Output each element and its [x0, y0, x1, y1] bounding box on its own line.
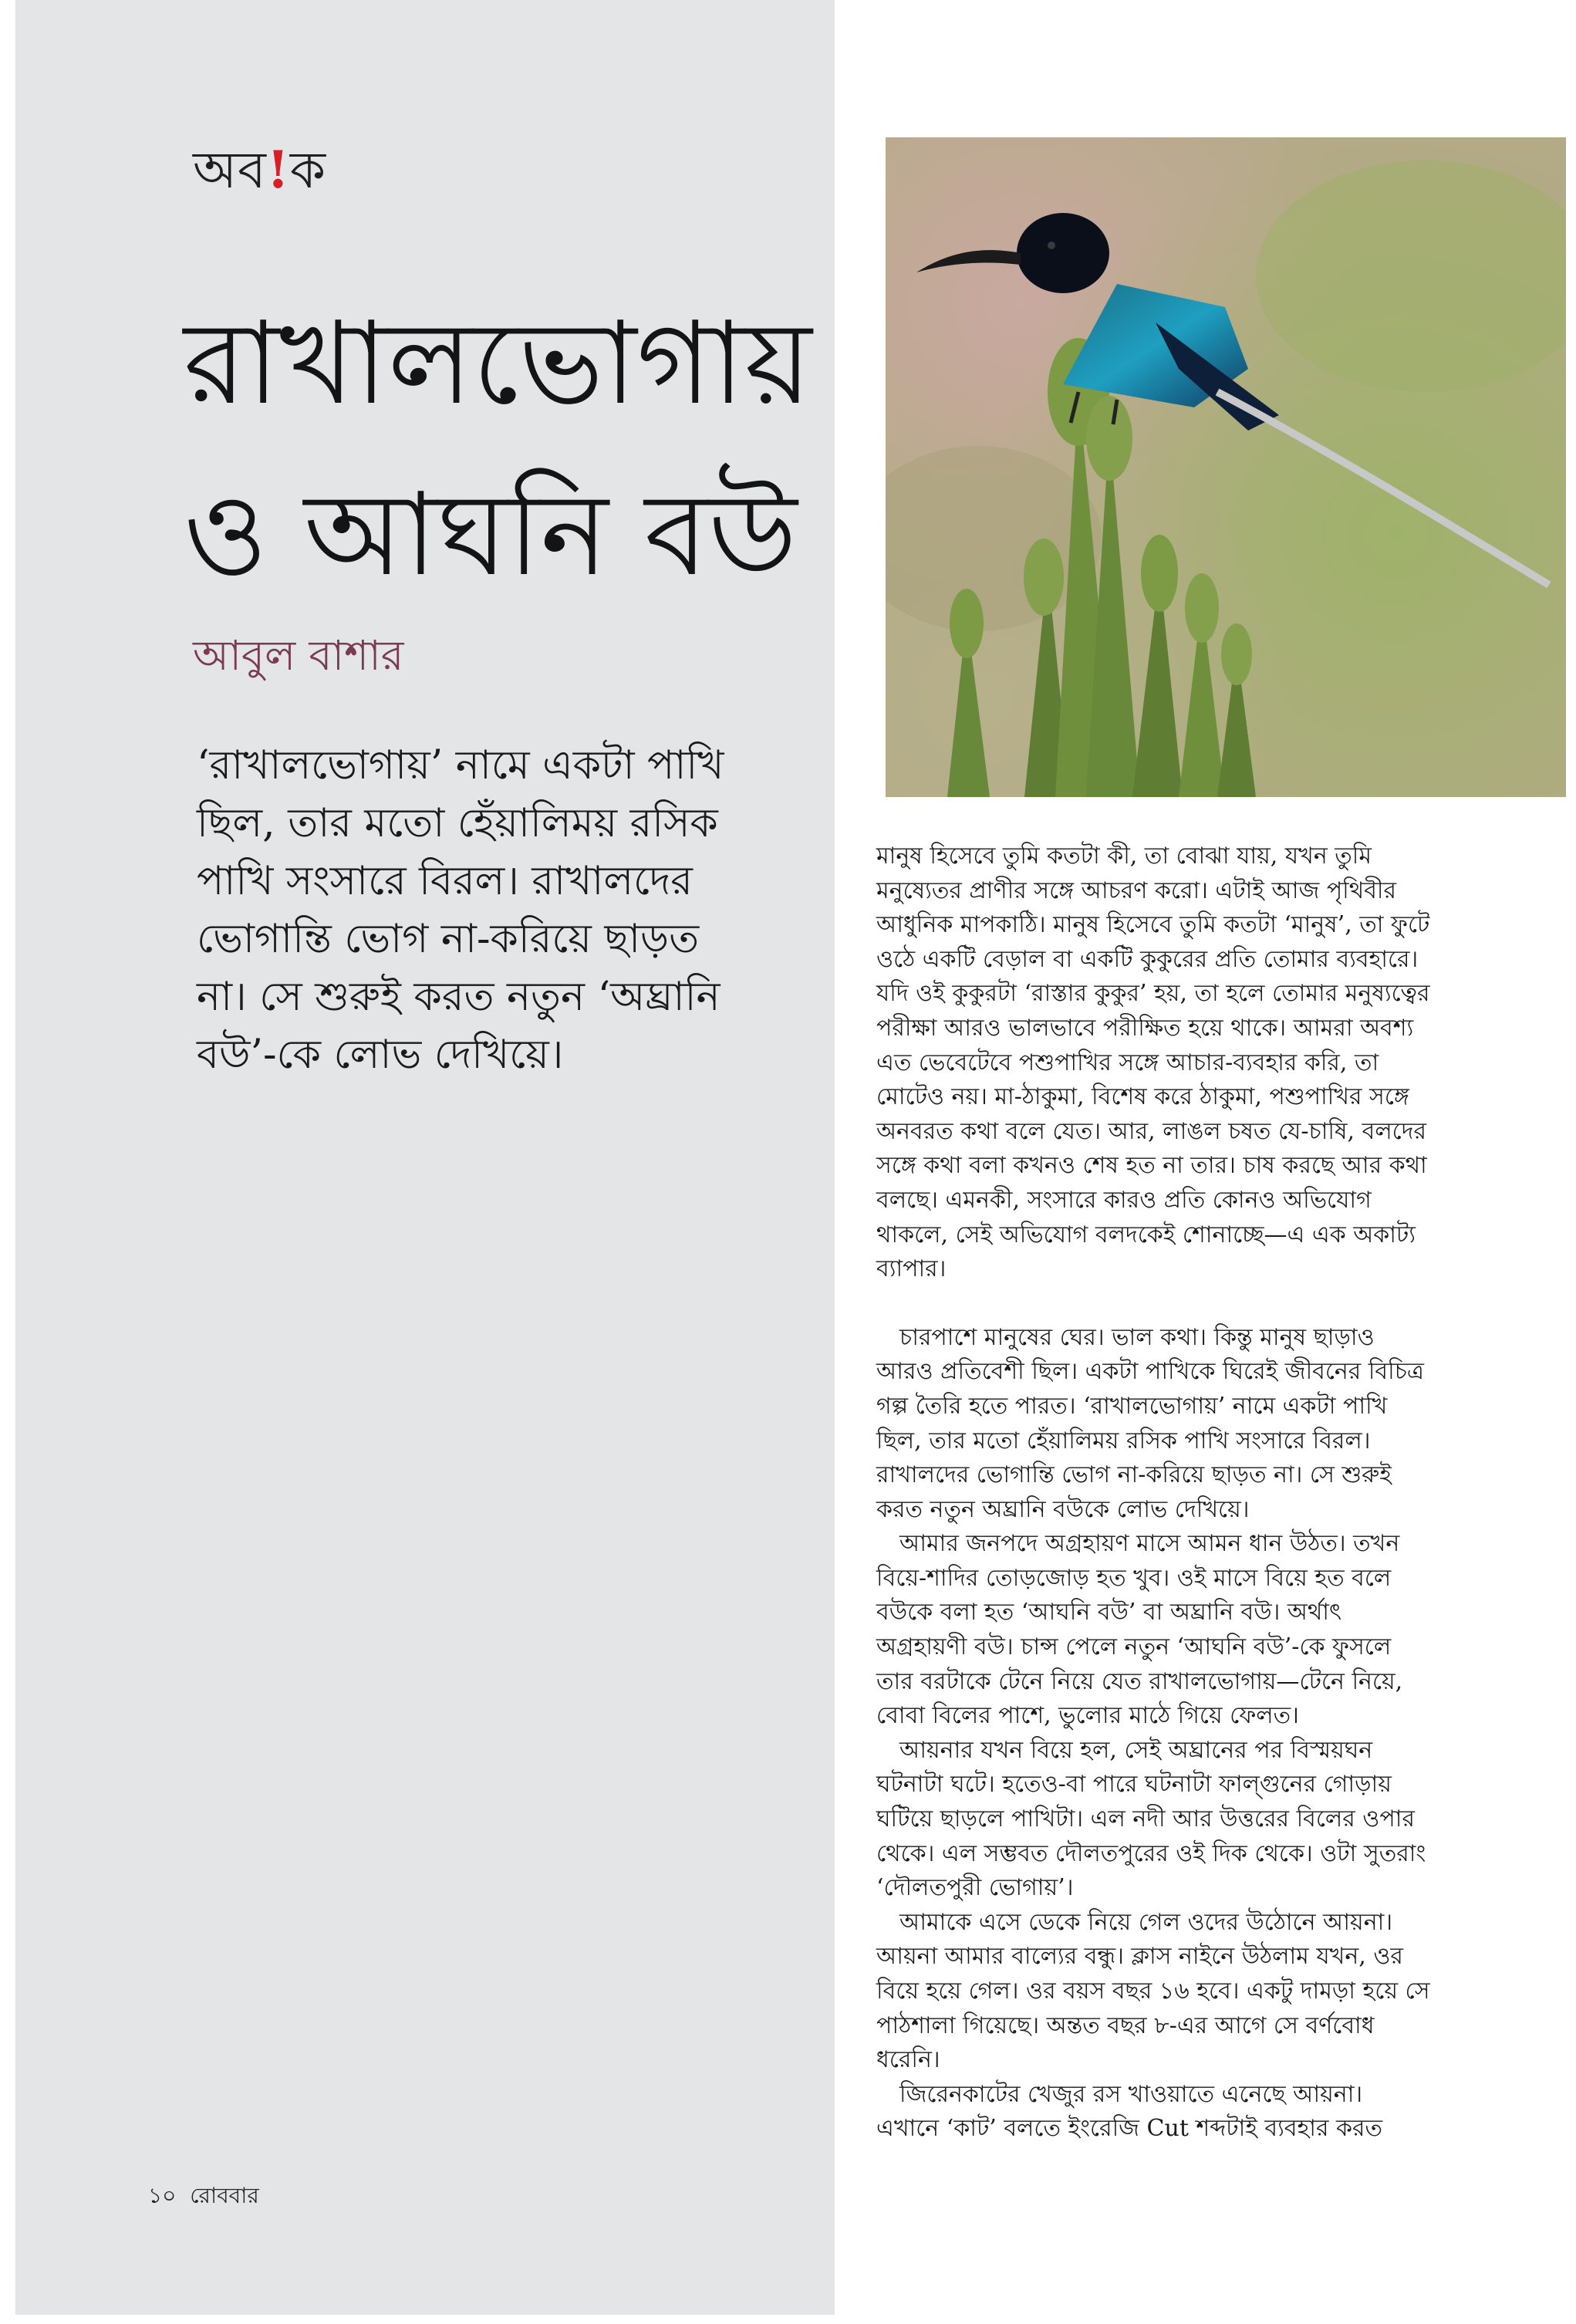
page-folio	[148, 2179, 259, 2215]
body-paragraph-1: মানুষ হিসেবে তুমি কতটা কী, তা বোঝা যায়, যখন তুমি মনুষ্যেতর প্রাণীর সঙ্গে আচরণ করো। এটাই আজ পৃথিবীর আধুনিক মাপকাঠি। মানুষ হিসেবে তুমি কতটা ‘মানুষ’, তা ফুটে ওঠে একটি বেড়াল বা একটি কুকুরের প্রতি তোমার ব্যবহারে। যদি ওই কুকুরটা ‘রাস্তার কুকুর’ হয়, তা হলে তোমার মনুষ্যত্বের পরীক্ষা আরও ভালভাবে পরীক্ষিত হয়ে থাকে। আমরা অবশ্য এত ভেবেটেবে পশুপাখির সঙ্গে আচার-ব্যবহার করি, তা মোটেও নয়। মা-ঠাকুমা, বিশেষ করে ঠাকুমা, পশুপাখির সঙ্গে অনবরত কথা বলে যেত। আর, লাঙল চষত যে-চাষি, বলদের সঙ্গে কথা বলা কখনও শেষ হত না তার। চাষ করছে আর কথা বলছে। এমনকী, সংসারে কারও প্রতি কোনও অভিযোগ থাকলে, সেই অভিযোগ বলদকেই শোনাচ্ছে—এ এক অকাট্য ব্যাপার।	[876, 843, 1430, 1283]
article-headline	[184, 278, 816, 620]
publication-name: রোববার	[190, 2183, 259, 2208]
section-tag-part2: ক	[289, 140, 327, 200]
pull-quote: ‘রাখালভোগায়’ নামে একটা পাখি ছিল, তার মতো হেঁয়ালিময় রসিক পাখি সংসারে বিরল। রাখালদের ভোগান্তি ভোগ না-করিয়ে ছাড়ত না। সে শুরুই করত নতুন ‘অঘ্রানি বউ’-কে লোভ দেখিয়ে।	[197, 742, 724, 1078]
headline-line-2: ও আঘনি বউ	[184, 468, 798, 601]
section-tag	[193, 131, 326, 216]
section-tag-part1: অব	[193, 140, 267, 200]
headline-line-1: রাখালভোগায়	[184, 297, 812, 430]
body-paragraph-4: আয়নার যখন বিয়ে হল, সেই অঘ্রানের পর বিস্ময়ঘন ঘটনাটা ঘটে। হতেও-বা পারে ঘটনাটা ফাল্গুনের গোড়ায় ঘটিয়ে ছাড়লে পাখিটা। এল নদী আর উত্তরের বিলের ওপার থেকে। এল সম্ভবত দৌলতপুরের ওই দিক থেকে। ওটা সুতরাং ‘দৌলতপুরী ভোগায়’।	[876, 1736, 1426, 1902]
author-byline: আবুল বাশার	[193, 631, 404, 680]
photo-graphic	[886, 137, 1566, 797]
body-paragraph-6: জিরেনকাটের খেজুর রস খাওয়াতে এনেছে আয়না। এখানে ‘কাট’ বলতে ইংরেজি Cut শব্দটাই ব্যবহার করত	[876, 2080, 1383, 2143]
body-paragraph-2: চারপাশে মানুষের ঘের। ভাল কথা। কিন্তু মানুষ ছাড়াও আরও প্রতিবেশী ছিল। একটা পাখিকে ঘিরেই জীবনের বিচিত্র গল্প তৈরি হতে পারত। ‘রাখালভোগায়’ নামে একটা পাখি ছিল, তার মতো হেঁয়ালিময় রসিক পাখি সংসারে বিরল। রাখালদের ভোগান্তি ভোগ না-করিয়ে ছাড়ত না। সে শুরুই করত নতুন অঘ্রানি বউকে লোভ দেখিয়ে।	[876, 1323, 1424, 1523]
sunbird-photo-icon	[886, 137, 1566, 797]
section-tag-exclamation: !	[266, 140, 290, 200]
body-paragraph-5: আমাকে এসে ডেকে নিয়ে গেল ওদের উঠোনে আয়না। আয়না আমার বাল্যের বন্ধু। ক্লাস নাইনে উঠলাম যখন, ওর বিয়ে হয়ে গেল। ওর বয়স বছর ১৬ হবে। একটু দামড়া হয়ে সে পাঠশালা গিয়েছে। অন্তত বছর ৮-এর আগে সে বর্ণবোধ ধরেনি।	[876, 1908, 1430, 2074]
body-paragraph-3: আমার জনপদে অগ্রহায়ণ মাসে আমন ধান উঠত। তখন বিয়ে-শাদির তোড়জোড় হত খুব। ওই মাসে বিয়ে হত বলে বউকে বলা হত ‘আঘনি বউ’ বা অঘ্রানি বউ। অর্থাৎ অগ্রহায়ণী বউ। চান্স পেলে নতুন ‘আঘনি বউ’-কে ফুসলে তার বরটাকে টেনে নিয়ে যেত রাখালভোগায়—টেনে নিয়ে, বোবা বিলের পাশে, ভুলোর মাঠে গিয়ে ফেলত।	[876, 1530, 1403, 1730]
article-body	[876, 839, 1432, 2147]
page-number: ১০	[148, 2183, 177, 2208]
